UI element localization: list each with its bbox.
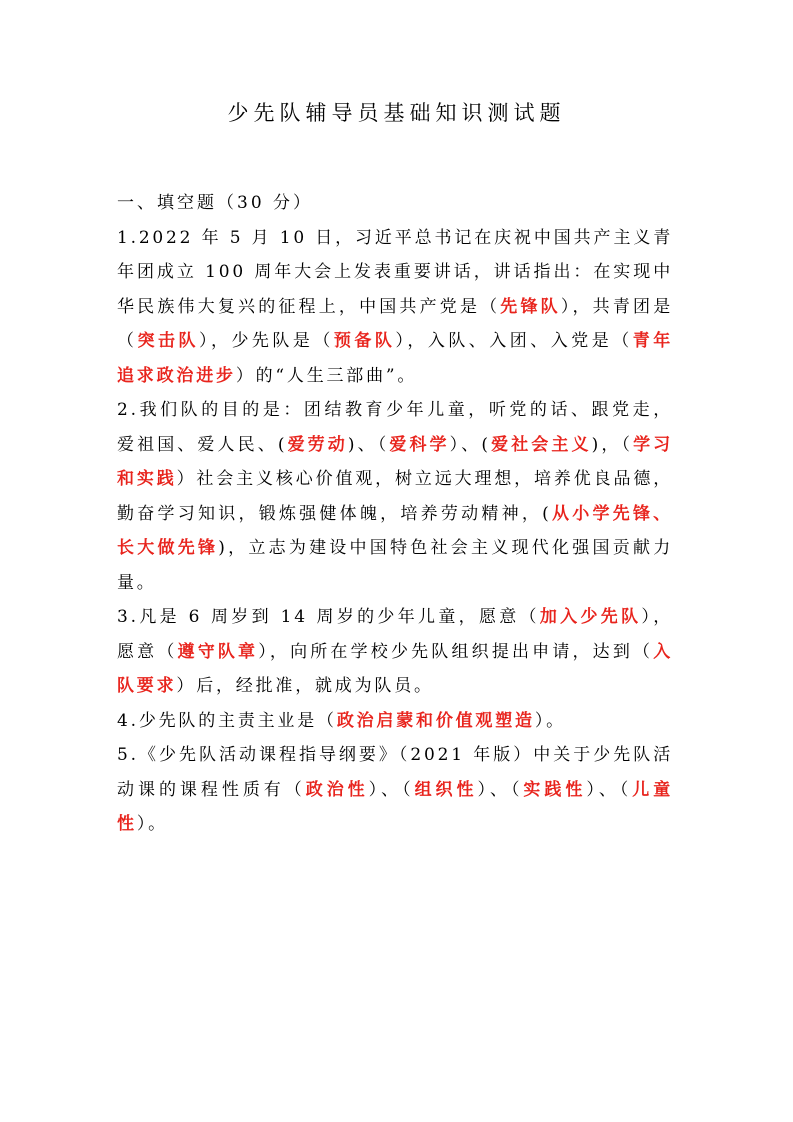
question-text: ），入队、入团、入党是（ [395, 331, 633, 351]
document-body [117, 186, 673, 842]
answer-text: 突击队 [137, 331, 199, 351]
question-text: 3.凡是 6 周岁到 14 周岁的少年儿童，愿意（ [117, 607, 540, 627]
question-5 [117, 738, 673, 842]
answer-text: 加入少先队 [539, 607, 642, 627]
question-text: ）社会主义核心价值观，树立远大理想，培养优良品德，勤奋学习知识，锻炼强健体魄，培养劳动精神，( [117, 469, 673, 524]
question-4 [117, 704, 673, 739]
answer-text: 政治启蒙和价值观塑造 [336, 710, 535, 731]
question-text: ）、（ [477, 779, 524, 800]
question-text: ）后，经批准，就成为队员。 [176, 676, 434, 696]
question-text: ）的“人生三部曲”。 [235, 365, 418, 386]
answer-text: 先锋队 [500, 296, 561, 317]
question-text: )、（ [347, 434, 390, 455]
question-text: ），共青团是（ [117, 296, 673, 351]
answer-text: 爱社会主义 [490, 434, 592, 455]
question-text: )，（ [591, 434, 634, 455]
answer-text: 政治性 [305, 779, 369, 800]
question-text: ），少先队是（ [198, 331, 334, 351]
question-text: 2.我们队的目的是：团结教育少年儿童，听党的话、跟党走，爱祖国、爱人民、( [117, 400, 673, 455]
question-text: ）、（ [586, 779, 633, 800]
question-text: ）。 [136, 814, 168, 834]
question-2 [117, 393, 673, 600]
question-1 [117, 221, 673, 394]
answer-text: 入队要求 [117, 641, 674, 696]
answer-text: 从小学先锋、长大做先锋 [117, 503, 673, 558]
question-text: ）、( [449, 434, 491, 455]
answer-text: 遵守队章 [177, 641, 259, 662]
answer-text: 学习和实践 [117, 434, 673, 489]
question-text: ）。 [534, 710, 566, 731]
question-text: 4.少先队的主责主业是（ [117, 710, 337, 731]
answer-text: 实践性 [523, 779, 587, 800]
answer-text: 爱劳动 [287, 434, 348, 455]
answer-text: 组织性 [414, 779, 478, 800]
question-text: ），愿意（ [117, 607, 673, 662]
answer-text: 预备队 [333, 331, 396, 351]
question-text: 1.2022 年 5 月 10 日，习近平总书记在庆祝中国共产主义青年团成立 100 周年大会上发表重要讲话，讲话指出：在实现中华民族伟大复兴的征程上，中国共产党是（ [117, 227, 673, 317]
answer-text: 儿童性 [117, 779, 674, 834]
question-text: ）、（ [368, 779, 415, 800]
answer-text: 爱科学 [389, 434, 450, 455]
document-title: 少先队辅导员基础知识测试题 [227, 101, 566, 125]
question-text: )，立志为建设中国特色社会主义现代化强国贡献力量。 [117, 538, 674, 593]
question-text: 5.《少先队活动课程指导纲要》（2021 年版）中关于少先队活动课的课程性质有（ [117, 745, 673, 800]
question-3 [117, 600, 673, 704]
answer-text: 青年追求政治进步 [117, 331, 673, 386]
question-text: ），向所在学校少先队组织提出申请，达到（ [258, 641, 654, 662]
section-heading: 一、填空题（30 分） [117, 193, 314, 213]
